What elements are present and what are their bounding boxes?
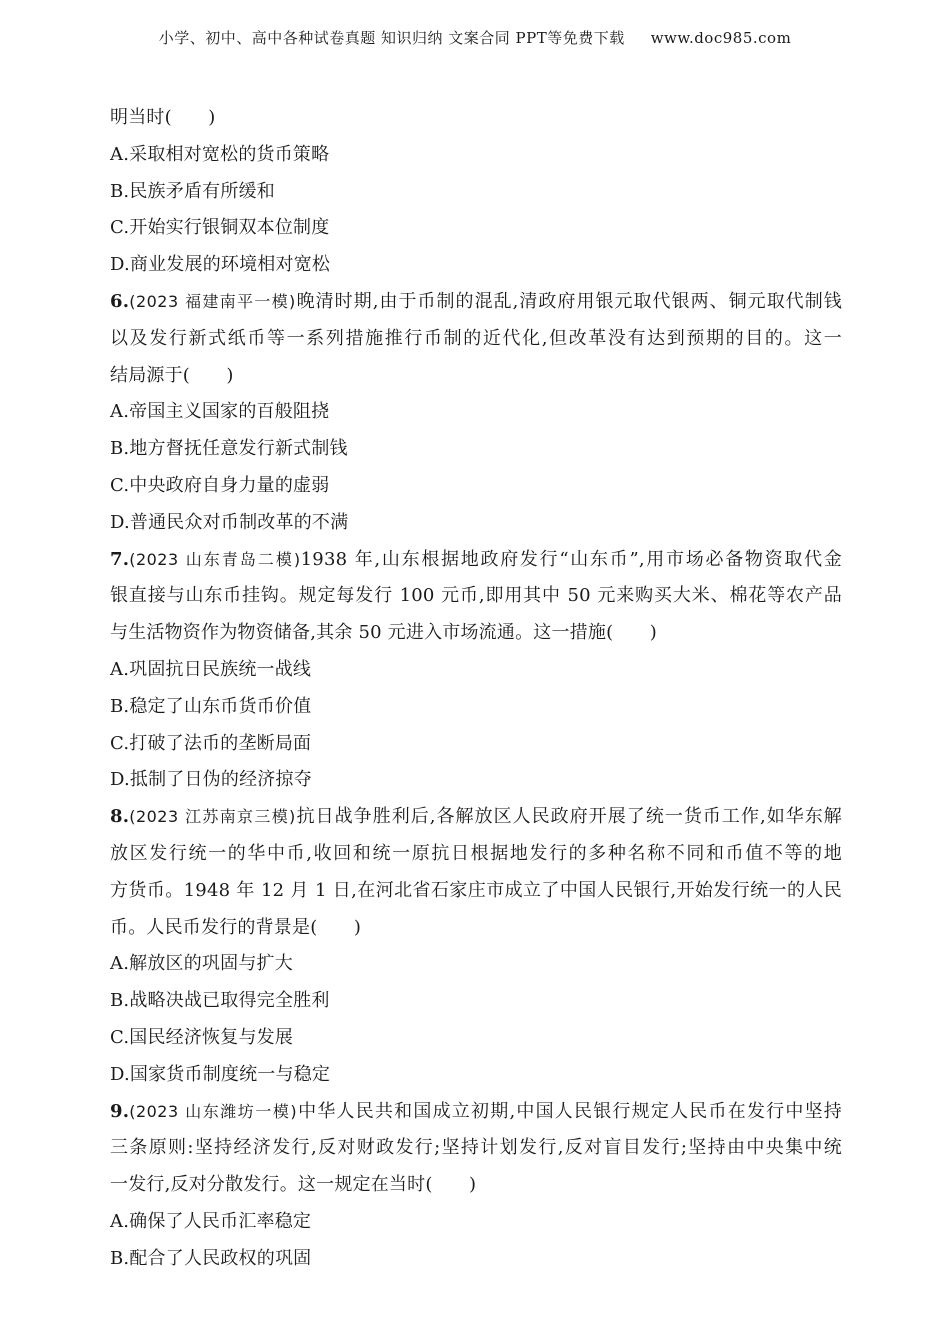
q7-source: (2023 山东青岛二模) — [129, 549, 301, 569]
q7-option-d: D.抵制了日伪的经济掠夺 — [110, 769, 312, 791]
q6-option-b: B.地方督抚任意发行新式制钱 — [110, 438, 348, 460]
q6-option-d: D.普通民众对币制改革的不满 — [110, 511, 349, 533]
q5-option-c: C.开始实行银铜双本位制度 — [110, 217, 330, 239]
header-site: www.doc985.com — [650, 29, 792, 47]
document-body — [110, 100, 842, 1278]
q9-text-1: 中华人民共和国成立初期,中国人民银行规定人民币在发行中坚持 — [297, 1100, 842, 1122]
q7-number: 7. — [110, 548, 130, 570]
q8-stem-line-3: 方货币。1948 年 12 月 1 日,在河北省石家庄市成立了中国人民银行,开始发行统一的人民 — [110, 879, 842, 901]
q9-option-b: B.配合了人民政权的巩固 — [110, 1247, 312, 1269]
q6-option-a: A.帝国主义国家的百般阻挠 — [110, 401, 330, 423]
q7-stem-line-2: 银直接与山东币挂钩。规定每发行 100 元币,即用其中 50 元来购买大米、棉花等农产品 — [110, 585, 842, 607]
q8-option-a: A.解放区的巩固与扩大 — [110, 953, 293, 975]
q8-stem-line-2: 放区发行统一的华中币,收回和统一原抗日根据地发行的多种名称不同和币值不等的地 — [110, 842, 842, 864]
q7-text-1: 1938 年,山东根据地政府发行“山东币”,用市场必备物资取代金 — [300, 548, 842, 570]
q8-option-c: C.国民经济恢复与发展 — [110, 1026, 294, 1048]
q7-stem-line-1 — [110, 542, 842, 579]
q8-option-d: D.国家货币制度统一与稳定 — [110, 1063, 331, 1085]
q7-option-c: C.打破了法币的垄断局面 — [110, 732, 312, 754]
q8-text-1: 抗日战争胜利后,各解放区人民政府开展了统一货币工作,如华东解 — [295, 806, 842, 828]
q9-source: (2023 山东潍坊一模) — [129, 1101, 298, 1121]
q8-source: (2023 江苏南京三模) — [129, 807, 296, 827]
q8-stem-line-1 — [110, 799, 842, 836]
header-title: 小学、初中、高中各种试卷真题 知识归纳 文案合同 PPT等免费下载 — [158, 29, 625, 47]
q9-stem-line-3: 一发行,反对分散发行。这一规定在当时( ) — [110, 1174, 477, 1196]
q6-stem-line-2: 以及发行新式纸币等一系列措施推行币制的近代化,但改革没有达到预期的目的。这一 — [110, 327, 842, 349]
q9-option-a: A.确保了人民币汇率稳定 — [110, 1210, 312, 1232]
q6-stem-line-3: 结局源于( ) — [110, 364, 234, 386]
q6-option-c: C.中央政府自身力量的虚弱 — [110, 474, 330, 496]
q6-number: 6. — [110, 290, 130, 312]
q6-text-1: 晚清时期,由于币制的混乱,清政府用银元取代银两、铜元取代制钱 — [295, 290, 842, 312]
q7-option-a: A.巩固抗日民族统一战线 — [110, 658, 312, 680]
q9-stem-line-1 — [110, 1094, 842, 1131]
q5-option-d: D.商业发展的环境相对宽松 — [110, 254, 331, 276]
q6-source: (2023 福建南平一模) — [129, 291, 296, 311]
q7-option-b: B.稳定了山东币货币价值 — [110, 695, 312, 717]
q9-number: 9. — [110, 1100, 130, 1122]
q5-option-a: A.采取相对宽松的货币策略 — [110, 143, 330, 165]
page-header — [0, 27, 950, 48]
q7-stem-line-3: 与生活物资作为物资储备,其余 50 元进入市场流通。这一措施( ) — [110, 622, 657, 644]
q8-stem-line-4: 币。人民币发行的背景是( ) — [110, 916, 362, 938]
q8-number: 8. — [110, 806, 130, 828]
q5-stem: 明当时( ) — [110, 107, 216, 128]
q8-option-b: B.战略决战已取得完全胜利 — [110, 990, 330, 1012]
q9-stem-line-2: 三条原则:坚持经济发行,反对财政发行;坚持计划发行,反对盲目发行;坚持由中央集中统 — [110, 1137, 842, 1159]
q5-option-b: B.民族矛盾有所缓和 — [110, 180, 275, 202]
q6-stem-line-1 — [110, 284, 842, 321]
